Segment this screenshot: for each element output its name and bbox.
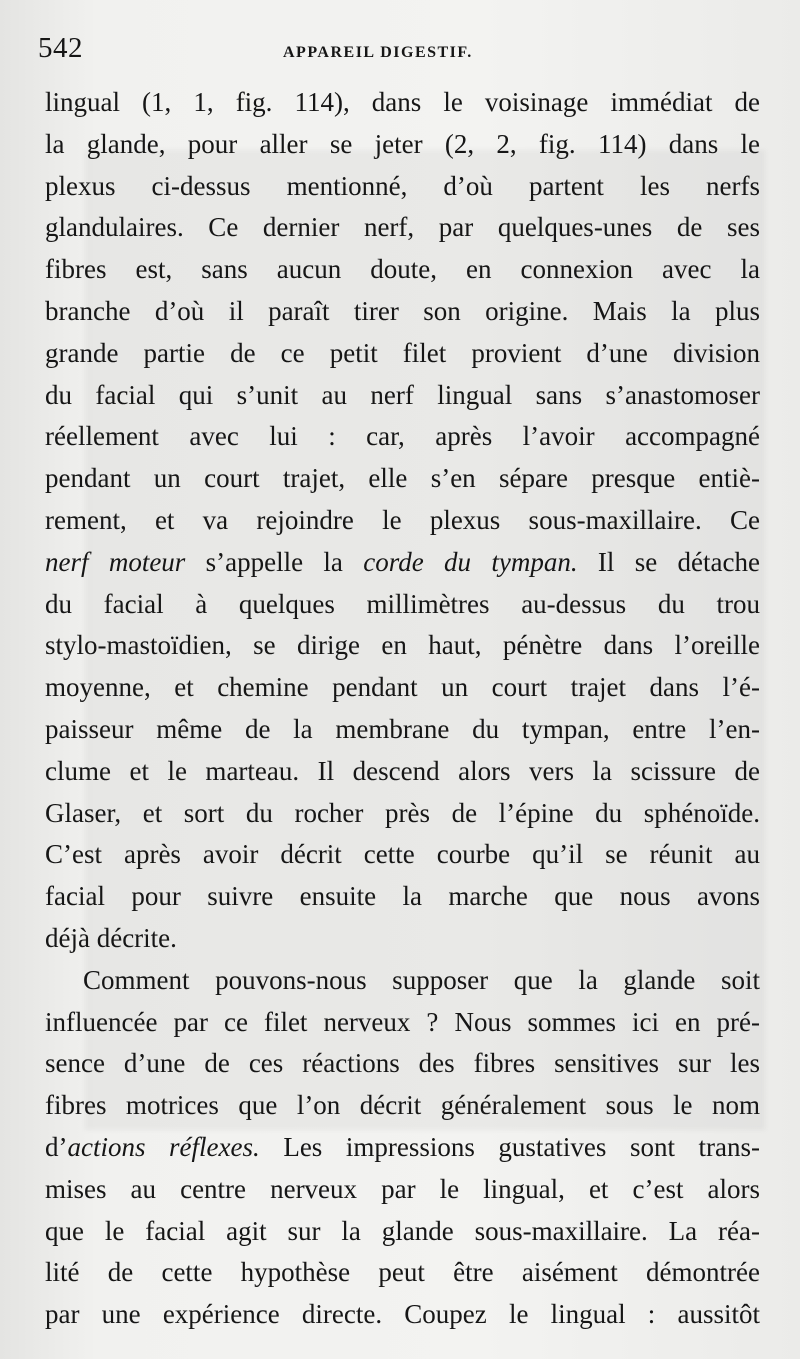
text-fragment: Il se détache <box>577 546 760 577</box>
text-line-with-italics <box>45 1127 760 1169</box>
text-line: que le facial agit sur la glande sous-maxillaire. La réa- <box>45 1215 760 1246</box>
text-line-with-italics <box>45 542 760 584</box>
text-line: du facial à quelques millimètres au-dessus du trou <box>45 588 760 619</box>
text-line: du facial qui s’unit au nerf lingual sans s’anastomoser <box>45 379 760 410</box>
text-line: lingual (1, 1, fig. 114), dans le voisinage immédiat de <box>45 87 760 117</box>
text-line: grande partie de ce petit filet provient d’une division <box>45 337 760 368</box>
text-line: moyenne, et chemine pendant un court trajet dans l’é- <box>45 672 760 703</box>
running-head: APPAREIL DIGESTIF. <box>283 44 473 61</box>
text-line: branche d’où il paraît tirer son origine. Mais la plus <box>45 295 760 326</box>
text-line: stylo-mastoïdien, se dirige en haut, pénètre dans l’oreille <box>45 630 760 661</box>
text-line: mises au centre nerveux par le lingual, et c’est alors <box>45 1173 760 1204</box>
text-line: Glaser, et sort du rocher près de l’épine du sphénoïde. <box>45 797 760 828</box>
text-line: paisseur même de la membrane du tympan, entre l’en- <box>45 713 760 744</box>
text-fragment: s’appelle la <box>185 546 364 577</box>
text-line: pendant un court trajet, elle s’en sépare presque entiè- <box>45 463 760 494</box>
text-line: fibres motrices que l’on décrit généralement sous le nom <box>45 1090 760 1121</box>
text-fragment: Les impressions gustatives sont trans- <box>259 1131 760 1162</box>
text-line: sence d’une de ces réactions des fibres sensitives sur les <box>45 1048 760 1079</box>
text-line: clume et le marteau. Il descend alors vers la scissure de <box>45 755 760 786</box>
text-fragment: d’ <box>45 1131 68 1162</box>
text-line: facial pour suivre ensuite la marche que nous avons <box>45 881 760 912</box>
text-line: rement, et va rejoindre le plexus sous-maxillaire. Ce <box>45 504 760 535</box>
italic-term: nerf moteur <box>45 546 186 577</box>
text-line: glandulaires. Ce dernier nerf, par quelques-unes de ses <box>45 212 760 243</box>
page-header <box>38 32 758 72</box>
italic-term: corde du tympan. <box>363 546 578 577</box>
text-line-paragraph-start: Comment pouvons-nous supposer que la glande soit <box>83 964 760 995</box>
text-line: réellement avec lui : car, après l’avoir accompagné <box>45 421 760 452</box>
text-line: influencée par ce filet nerveux ? Nous sommes ici en pré- <box>45 1006 760 1037</box>
text-line: C’est après avoir décrit cette courbe qu’il se réunit au <box>45 839 760 870</box>
text-line: plexus ci-dessus mentionné, d’où partent les nerfs <box>45 170 760 201</box>
text-line-paragraph-end: déjà décrite. <box>45 922 177 953</box>
italic-term: actions réflexes. <box>67 1131 260 1162</box>
body-text <box>45 82 760 1336</box>
page-number: 542 <box>38 32 83 64</box>
text-line: par une expérience directe. Coupez le lingual : aussitôt <box>45 1299 760 1330</box>
text-line: fibres est, sans aucun doute, en connexion avec la <box>45 254 760 285</box>
text-line: lité de cette hypothèse peut être aisément démontrée <box>45 1257 760 1288</box>
text-line: la glande, pour aller se jeter (2, 2, fig. 114) dans le <box>45 128 760 159</box>
